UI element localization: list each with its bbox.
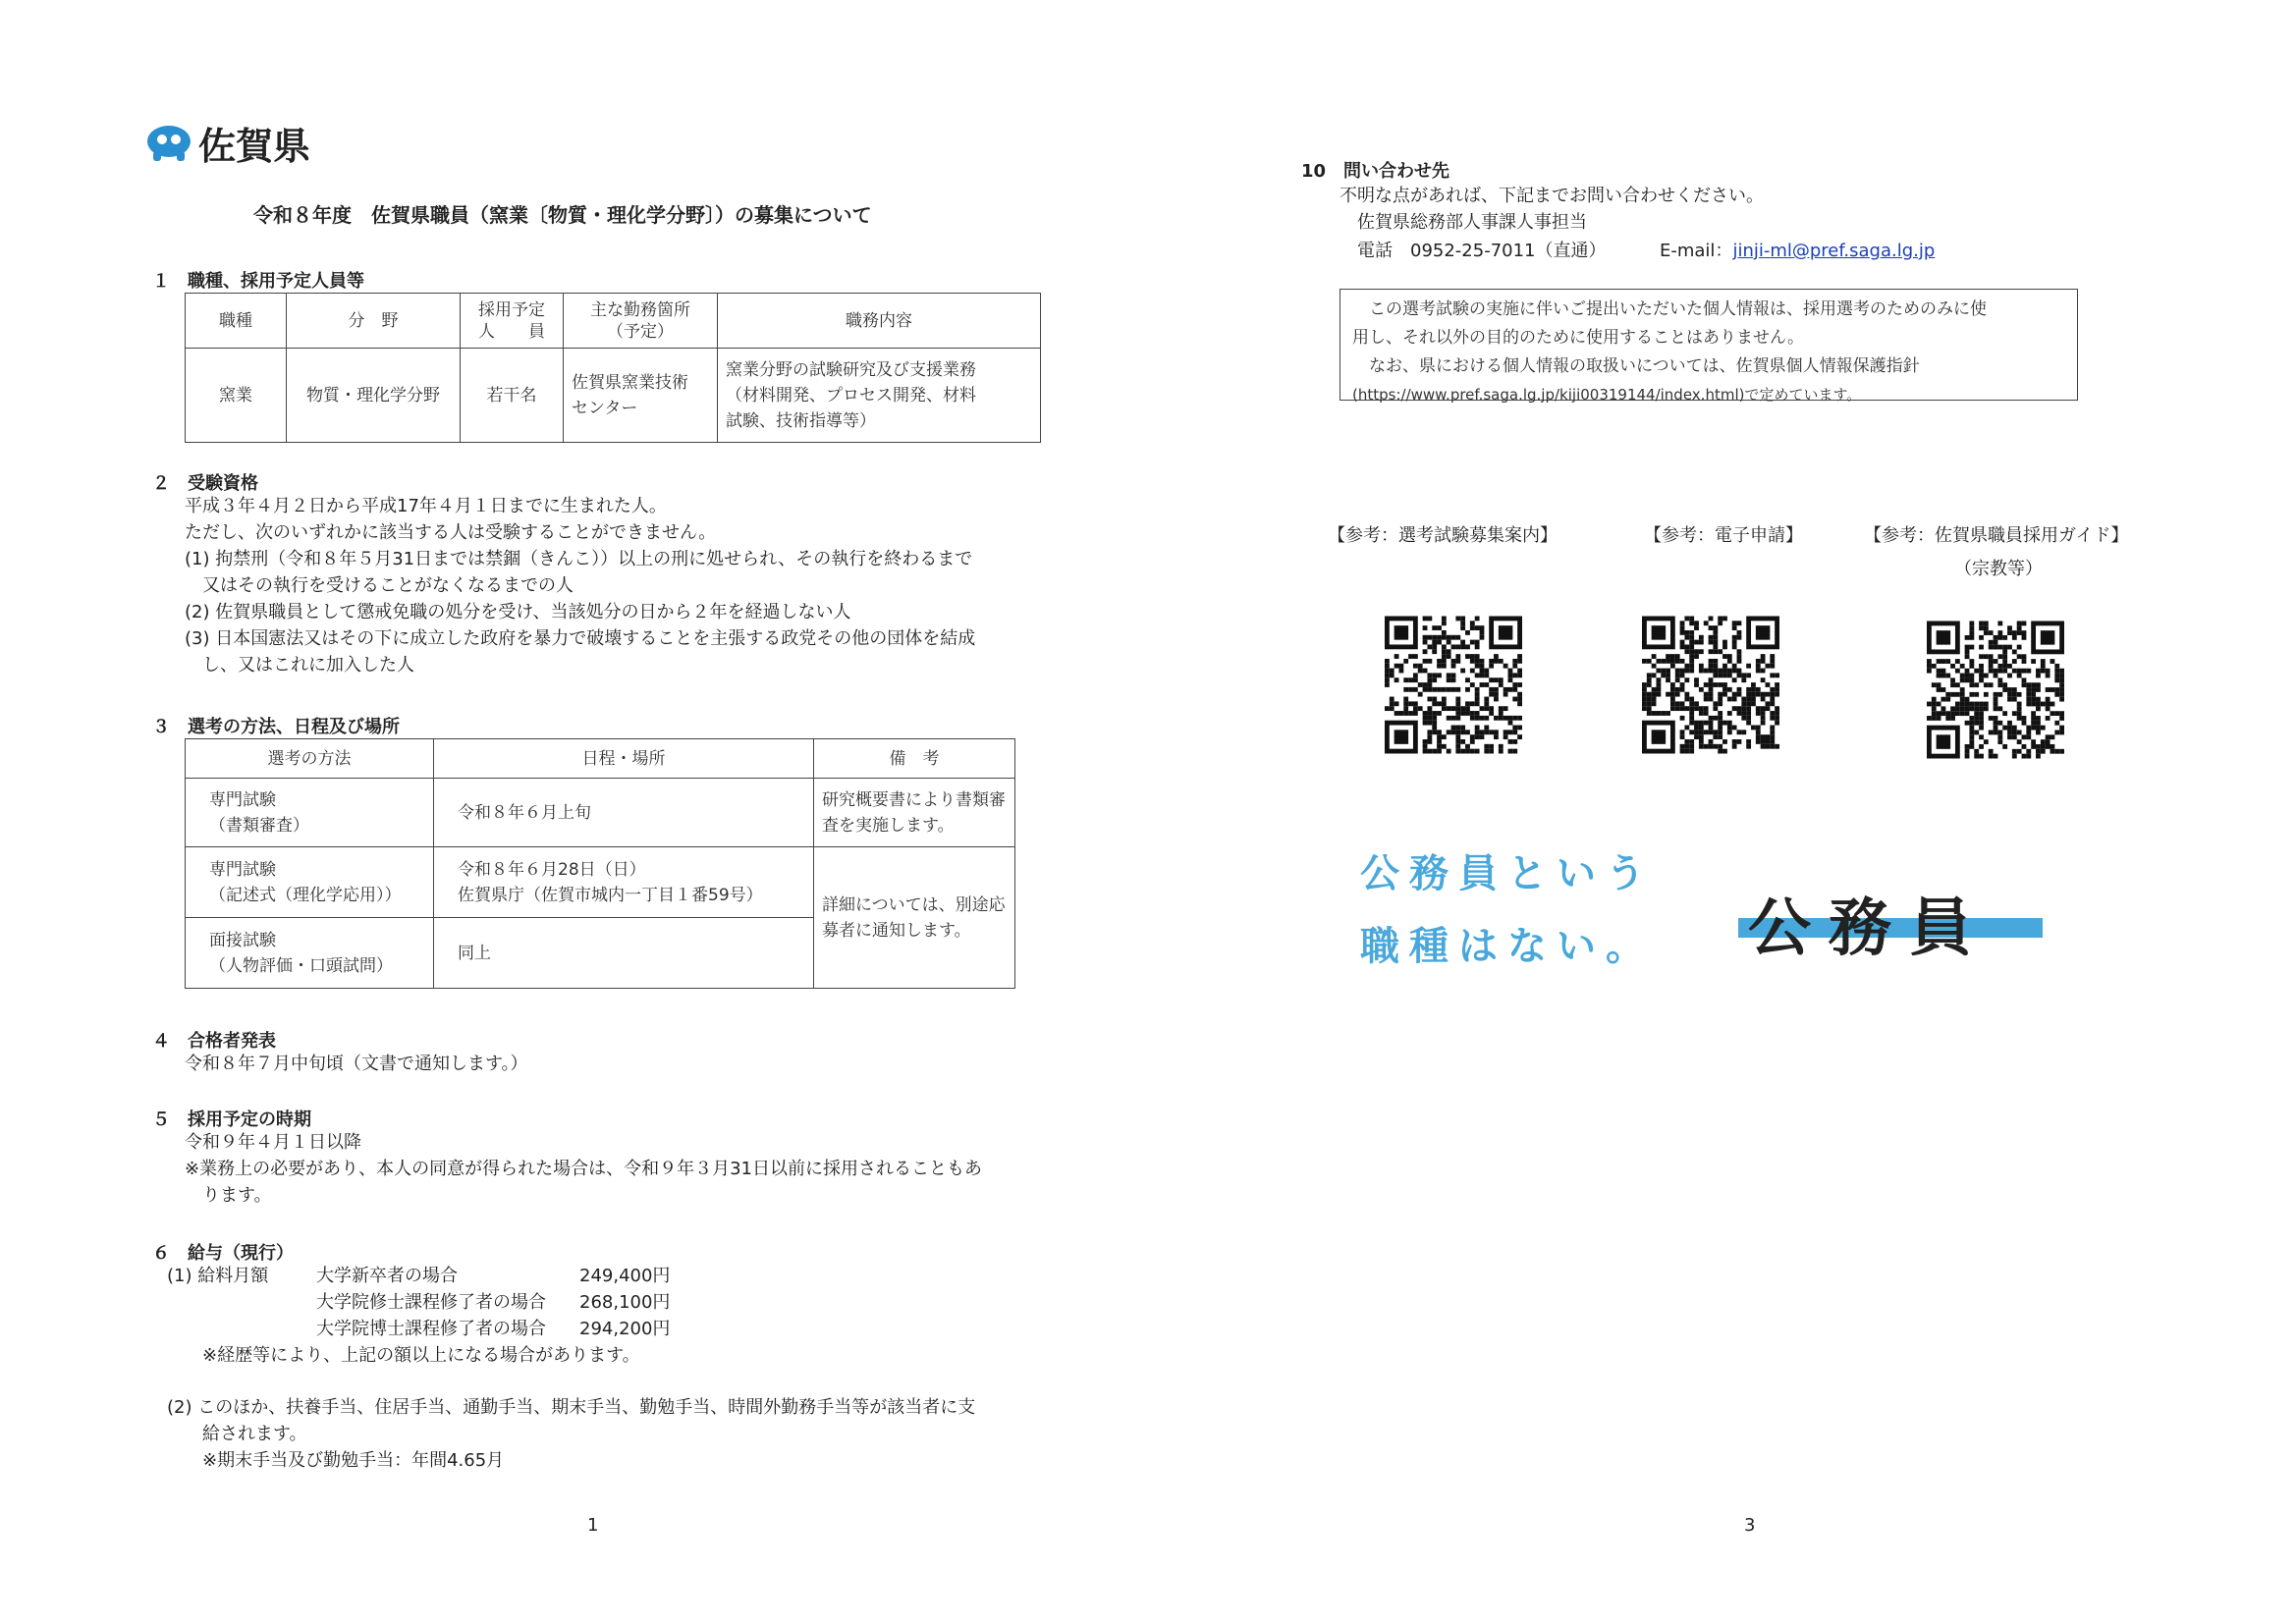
table-header: 職種 — [186, 294, 287, 349]
table-cell: 専門試験 （記述式（理化学応用）） — [186, 847, 434, 918]
table-header: 備 考 — [814, 739, 1015, 779]
table-cell: 同上 — [434, 918, 814, 989]
salary-row — [316, 1263, 670, 1289]
email-label: E-mail： — [1660, 241, 1733, 261]
qr-code-icon[interactable] — [1642, 614, 1779, 756]
text-line: 給されます。 — [167, 1424, 307, 1444]
table-header: 採用予定 人 員 — [461, 294, 564, 349]
text-line: この選考試験の実施に伴いご提出いただいた個人情報は、採用選考のためのみに使 — [1352, 299, 1987, 319]
salary-label: (1) 給料月額 — [167, 1266, 269, 1286]
text-line: ※期末手当及び勤勉手当：年間4.65月 — [167, 1450, 505, 1471]
ref-sub: （宗教等） — [1954, 559, 2043, 579]
section10-heading: 10 問い合わせ先 — [1301, 161, 1450, 182]
text-line: ります。 — [185, 1185, 272, 1206]
text-line: (1) 拘禁刑（令和８年５月31日までは禁錮（きんこ））以上の刑に処せられ、その執行を終わるまで — [185, 549, 973, 569]
page-title: 令和８年度 佐賀県職員（窯業〔物質・理化学分野〕）の募集について — [253, 203, 872, 227]
announcement-text: 令和８年７月中旬頃（文書で通知します。） — [185, 1054, 528, 1074]
selection-table — [185, 738, 1015, 989]
text-line: 用し、それ以外の目的のために使用することはありません。 — [1352, 328, 1805, 348]
salary-note: ※経歴等により、上記の額以上になる場合があります。 — [202, 1345, 640, 1366]
eligibility-text — [185, 493, 975, 678]
table-cell: 専門試験 （書類審査） — [186, 779, 434, 847]
slogan-line1: 公務員という — [1360, 851, 1655, 896]
page-number: 3 — [1744, 1515, 1756, 1536]
page-number: 1 — [587, 1515, 599, 1536]
privacy-notice — [1339, 289, 2078, 404]
salary-amount: 249,400円 — [579, 1266, 671, 1286]
text-line: (3) 日本国憲法又はその下に成立した政府を暴力で破壊することを主張する政党その他の団体を結成 — [185, 628, 976, 649]
section6-heading: ６ 給与（現行） — [152, 1243, 294, 1264]
table-cell: 物質・理化学分野 — [287, 349, 461, 443]
logo-text: 佐賀県 — [198, 125, 311, 168]
section3-heading: ３ 選考の方法、日程及び場所 — [152, 717, 400, 737]
contact-email — [1660, 238, 1935, 264]
ref-label: 【参考：電子申請】 — [1644, 525, 1803, 546]
text-line: 平成３年４月２日から平成17年４月１日までに生まれた人。 — [185, 496, 667, 516]
contact-tel: 電話 0952-25-7011（直通） — [1357, 241, 1607, 261]
contact-line: 不明な点があれば、下記までお問い合わせください。 — [1339, 186, 1764, 206]
salary-amount: 268,100円 — [579, 1292, 671, 1313]
ref-label: 【参考：佐賀県職員採用ガイド】 — [1864, 525, 2129, 546]
section4-heading: ４ 合格者発表 — [152, 1031, 276, 1052]
table-header: 選考の方法 — [186, 739, 434, 779]
text-line: (2) 佐賀県職員として懲戒免職の処分を受け、当該処分の日から２年を経過しない人 — [185, 602, 851, 622]
table-cell: 研究概要書により書類審査を実施します。 — [814, 779, 1015, 847]
text-line: ※業務上の必要があり、本人の同意が得られた場合は、令和９年３月31日以前に採用されることもあ — [185, 1159, 982, 1179]
table-header: 日程・場所 — [434, 739, 814, 779]
contact-dept: 佐賀県総務部人事課人事担当 — [1357, 212, 1587, 233]
text-line: (2) このほか、扶養手当、住居手当、通勤手当、期末手当、勤勉手当、時間外勤務手当等が該当者に支 — [167, 1397, 976, 1418]
text-line: (https://www.pref.saga.lg.jp/kiji00319144/index.html)で定めています。 — [1352, 386, 1862, 404]
text-line: 令和９年４月１日以降 — [185, 1132, 361, 1153]
table-cell: 面接試験 （人物評価・口頭試問） — [186, 918, 434, 989]
table-cell: 若干名 — [461, 349, 564, 443]
salary-case: 大学院博士課程修了者の場合 — [316, 1319, 546, 1339]
hiring-time-text — [185, 1129, 982, 1209]
allowances-text — [167, 1394, 975, 1474]
logo — [145, 116, 310, 170]
text-line: ただし、次のいずれかに該当する人は受験することができません。 — [185, 522, 717, 543]
section1-heading: １ 職種、採用予定人員等 — [152, 271, 364, 292]
section5-heading: ５ 採用予定の時期 — [152, 1109, 311, 1130]
text-line: なお、県における個人情報の取扱いについては、佐賀県個人情報保護指針 — [1352, 356, 1920, 376]
salary-case: 大学新卒者の場合 — [316, 1266, 458, 1286]
salary-list — [316, 1263, 670, 1342]
table-cell: 窯業分野の試験研究及び支援業務 （材料開発、プロセス開発、材料 試験、技術指導等） — [718, 349, 1041, 443]
table-cell: 令和８年６月28日（日） 佐賀県庁（佐賀市城内一丁目１番59号） — [434, 847, 814, 918]
qr-code-icon[interactable] — [1385, 614, 1522, 756]
table-header: 主な勤務箇所 （予定） — [564, 294, 718, 349]
text-line: し、又はこれに加入した人 — [185, 655, 414, 676]
email-link[interactable]: jinji-ml@pref.saga.lg.jp — [1732, 241, 1936, 261]
text-line: 又はその執行を受けることがなくなるまでの人 — [185, 575, 574, 596]
slogan-mark-text: 公務員 — [1748, 893, 1990, 965]
salary-case: 大学院修士課程修了者の場合 — [316, 1292, 546, 1313]
table-cell: 詳細については、別途応募者に通知します。 — [814, 847, 1015, 989]
salary-amount: 294,200円 — [579, 1319, 671, 1339]
table-cell: 窯業 — [186, 349, 287, 443]
table-header: 職務内容 — [718, 294, 1041, 349]
table-cell: 令和８年６月上旬 — [434, 779, 814, 847]
table-cell: 佐賀県窯業技術 センター — [564, 349, 718, 443]
saga-emblem-icon — [145, 124, 192, 163]
salary-row — [316, 1316, 670, 1342]
slogan-line2: 職種はない。 — [1360, 924, 1655, 969]
section2-heading: ２ 受験資格 — [152, 473, 258, 494]
qr-code-icon[interactable] — [1927, 619, 2064, 761]
slogan-mark — [1738, 884, 2043, 982]
table-header: 分 野 — [287, 294, 461, 349]
salary-row — [316, 1289, 670, 1316]
positions-table — [185, 293, 1041, 443]
ref-label: 【参考：選考試験募集案内】 — [1328, 525, 1558, 546]
